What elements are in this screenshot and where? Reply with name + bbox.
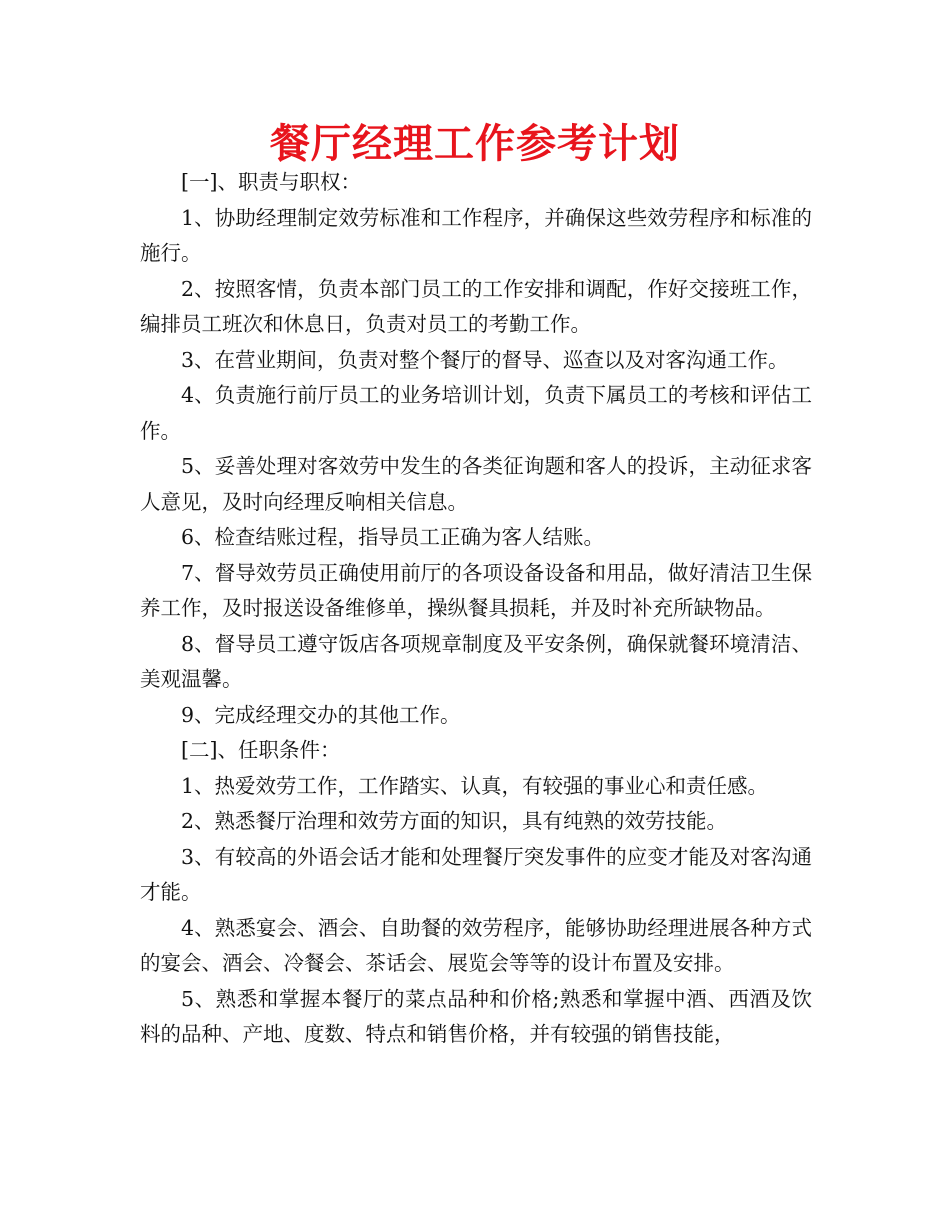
- duty-item-4: 4、负责施行前厅员工的业务培训计划，负责下属员工的考核和评估工作。: [140, 383, 812, 443]
- duty-item-9: 9、完成经理交办的其他工作。: [181, 702, 461, 727]
- section-heading-requirements: [二]、任职条件：: [181, 738, 341, 762]
- duty-item-6: 6、检查结账过程，指导员工正确为客人结账。: [181, 525, 605, 549]
- duty-item-2: 2、按照客情，负责本部门员工的工作安排和调配，作好交接班工作，编排员工班次和休息日，负责对员工的考勤工作。: [140, 276, 812, 336]
- section-heading-duties: [一]、职责与职权：: [181, 170, 361, 194]
- requirement-item-4: 4、熟悉宴会、酒会、自助餐的效劳程序，能够协助经理进展各种方式的宴会、酒会、冷餐会、茶话会、展览会等等的设计布置及安排。: [140, 915, 812, 975]
- requirement-item-5: 5、熟悉和掌握本餐厅的菜点品种和价格;熟悉和掌握中酒、西酒及饮料的品种、产地、度数、特点和销售价格，并有较强的销售技能，: [140, 986, 812, 1046]
- duty-item-8: 8、督导员工遵守饭店各项规章制度及平安条例，确保就餐环境清洁、美观温馨。: [140, 631, 812, 691]
- duty-item-7: 7、督导效劳员正确使用前厅的各项设备设备和用品，做好清洁卫生保养工作，及时报送设备维修单，操纵餐具损耗，并及时补充所缺物品。: [140, 560, 812, 620]
- duty-item-3: 3、在营业期间，负责对整个餐厅的督导、巡查以及对客沟通工作。: [181, 347, 789, 372]
- document-title: 餐厅经理工作参考计划: [270, 121, 680, 167]
- requirement-item-3: 3、有较高的外语会话才能和处理餐厅突发事件的应变才能及对客沟通才能。: [140, 844, 812, 904]
- duty-item-1: 1、协助经理制定效劳标准和工作程序，并确保这些效劳程序和标准的施行。: [140, 205, 812, 265]
- requirement-item-1: 1、热爱效劳工作，工作踏实、认真，有较强的事业心和责任感。: [181, 773, 769, 798]
- duty-item-5: 5、妥善处理对客效劳中发生的各类征询题和客人的投诉，主动征求客人意见，及时向经理反响相关信息。: [140, 454, 812, 514]
- requirement-item-2: 2、熟悉餐厅治理和效劳方面的知识，具有纯熟的效劳技能。: [181, 809, 728, 833]
- document-body: [140, 165, 812, 1053]
